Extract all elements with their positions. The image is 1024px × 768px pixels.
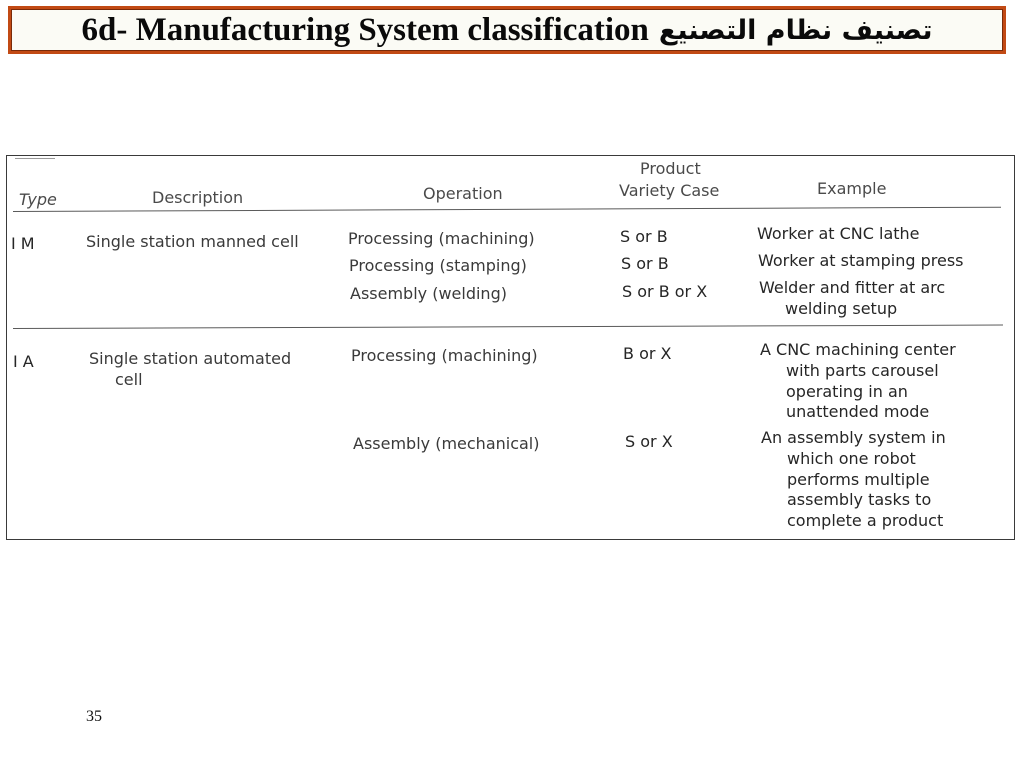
row2-example-2-line5: complete a product — [787, 511, 944, 531]
row1-description: Single station manned cell — [86, 232, 299, 251]
scan-mark — [15, 158, 55, 159]
row2-example-1-line3: operating in an — [786, 381, 908, 401]
row1-operation-1: Processing (machining) — [348, 229, 535, 248]
row2-description-line2: cell — [115, 369, 143, 389]
row1-example-3 — [759, 278, 945, 320]
row2-operation-1: Processing (machining) — [351, 346, 538, 365]
row2-example-2-line3: performs multiple — [787, 469, 930, 489]
row1-operation-3: Assembly (welding) — [350, 284, 507, 303]
header-variety-line2: Variety Case — [619, 181, 720, 200]
row2-example-1 — [760, 340, 956, 423]
header-type: Type — [19, 190, 57, 209]
title-banner — [8, 6, 1006, 54]
row1-operation-2: Processing (stamping) — [349, 256, 527, 275]
row2-variety-2: S or X — [625, 432, 673, 451]
row1-variety-3: S or B or X — [622, 282, 708, 301]
row-divider — [13, 325, 1003, 329]
page-number: 35 — [86, 708, 102, 725]
row1-example-3-line2: welding setup — [785, 298, 898, 318]
row2-example-2-line1: An assembly system in — [761, 428, 946, 447]
row2-variety-1: B or X — [623, 344, 672, 363]
title-arabic: تصنيف نظام التصنيع — [658, 14, 933, 46]
row2-example-2 — [761, 428, 946, 532]
slide-title — [11, 9, 1003, 51]
header-operation: Operation — [423, 184, 503, 203]
classification-table — [6, 155, 1015, 540]
header-variety-line1: Product — [640, 159, 701, 178]
row2-example-1-line2: with parts carousel — [786, 360, 939, 380]
row1-variety-2: S or B — [621, 254, 669, 273]
header-description: Description — [152, 188, 244, 207]
row2-operation-2: Assembly (mechanical) — [353, 434, 540, 453]
row2-description-line1: Single station automated — [89, 349, 292, 368]
row2-type: I A — [13, 352, 34, 371]
title-english: 6d- Manufacturing System classification — [81, 11, 649, 48]
row1-variety-1: S or B — [620, 227, 668, 246]
row1-example-2: Worker at stamping press — [758, 251, 964, 270]
row1-type: I M — [11, 234, 35, 253]
row2-example-2-line4: assembly tasks to — [787, 490, 932, 510]
row2-example-1-line4: unattended mode — [786, 402, 930, 422]
row1-example-3-line1: Welder and fitter at arc — [759, 278, 946, 297]
header-example: Example — [817, 179, 887, 198]
row2-example-1-line1: A CNC machining center — [760, 340, 956, 359]
row1-example-1: Worker at CNC lathe — [757, 224, 920, 243]
row2-description — [89, 349, 291, 391]
row2-example-2-line2: which one robot — [787, 448, 916, 468]
